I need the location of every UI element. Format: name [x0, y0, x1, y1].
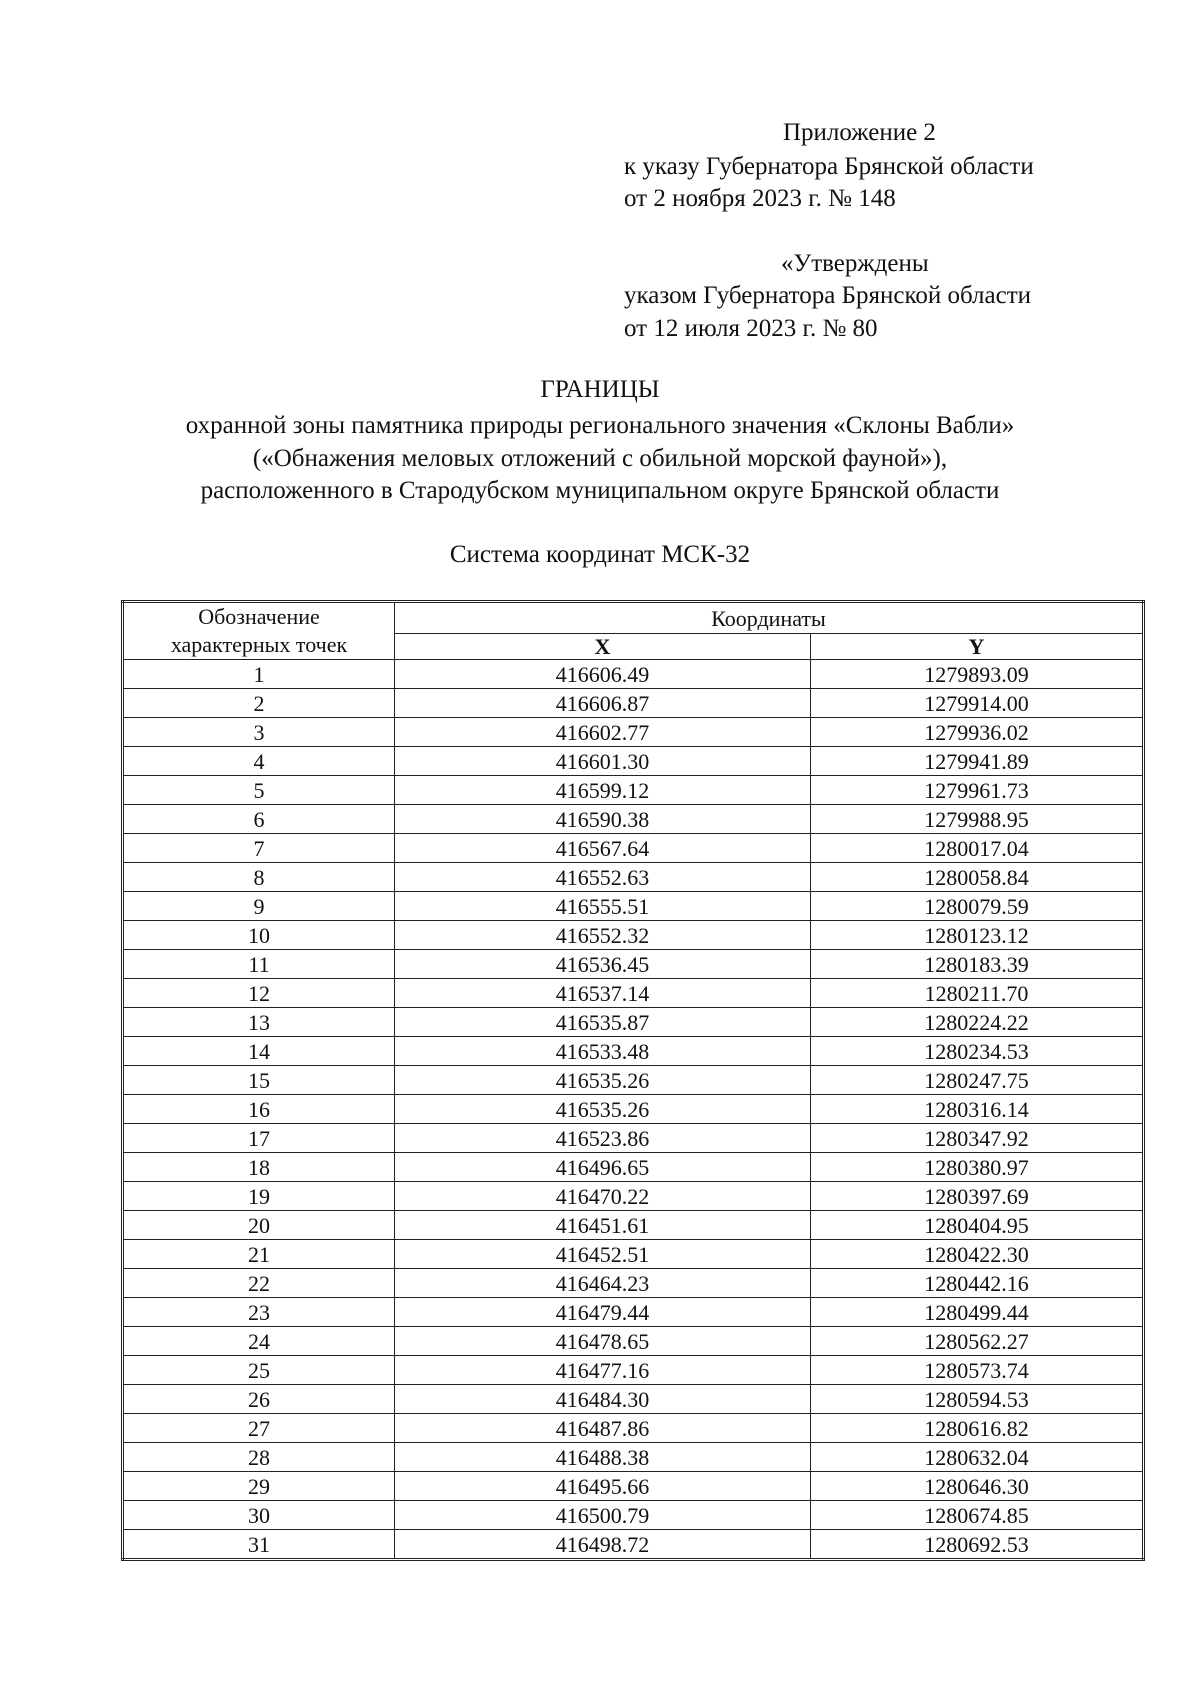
document-title-line2: («Обнажения меловых отложений с обильной морской фауной»),: [252, 445, 948, 472]
point-column-header-line2: характерных точек: [170, 632, 348, 657]
table-row: [123, 805, 1144, 834]
x-coordinate-cell: 416606.87: [395, 689, 811, 718]
x-coordinate-cell: 416495.66: [395, 1472, 811, 1501]
table-row: [123, 660, 1144, 689]
x-coordinate-cell: 416606.49: [395, 660, 811, 689]
y-coordinate-cell: 1280616.82: [811, 1414, 1144, 1443]
point-number-cell: 1: [123, 660, 395, 689]
point-number-cell: 17: [123, 1124, 395, 1153]
document-heading: ГРАНИЦЫ: [540, 376, 660, 403]
x-coordinate-cell: 416537.14: [395, 979, 811, 1008]
x-coordinate-cell: 416536.45: [395, 950, 811, 979]
x-coordinate-cell: 416535.87: [395, 1008, 811, 1037]
y-coordinate-cell: 1280594.53: [811, 1385, 1144, 1414]
point-number-cell: 16: [123, 1095, 395, 1124]
table-row: [123, 1153, 1144, 1182]
point-number-cell: 11: [123, 950, 395, 979]
document-title-line1: охранной зоны памятника природы регионального значения «Склоны Вабли»: [185, 412, 1015, 439]
y-coordinate-cell: 1279936.02: [811, 718, 1144, 747]
x-coordinate-cell: 416599.12: [395, 776, 811, 805]
table-row: [123, 1501, 1144, 1530]
y-coordinate-cell: 1279893.09: [811, 660, 1144, 689]
point-number-cell: 30: [123, 1501, 395, 1530]
table-row: [123, 950, 1144, 979]
table-row: [123, 1414, 1144, 1443]
y-coordinate-cell: 1280674.85: [811, 1501, 1144, 1530]
table-row: [123, 747, 1144, 776]
table-row: [123, 689, 1144, 718]
point-column-header: [123, 602, 395, 660]
appendix-decree-date: от 2 ноября 2023 г. № 148: [624, 185, 896, 212]
point-number-cell: 4: [123, 747, 395, 776]
coordinate-system-label: Система координат МСК-32: [449, 541, 751, 568]
x-coordinate-cell: 416500.79: [395, 1501, 811, 1530]
x-coordinate-cell: 416535.26: [395, 1066, 811, 1095]
y-coordinate-cell: 1280404.95: [811, 1211, 1144, 1240]
table-row: [123, 1472, 1144, 1501]
point-number-cell: 18: [123, 1153, 395, 1182]
table-row: [123, 979, 1144, 1008]
coordinates-table: [121, 600, 1145, 1561]
table-row: [123, 1124, 1144, 1153]
point-number-cell: 15: [123, 1066, 395, 1095]
y-coordinate-cell: 1279914.00: [811, 689, 1144, 718]
y-coordinate-cell: 1280646.30: [811, 1472, 1144, 1501]
table-row: [123, 1066, 1144, 1095]
x-coordinate-cell: 416496.65: [395, 1153, 811, 1182]
x-coordinate-cell: 416535.26: [395, 1095, 811, 1124]
x-coordinate-cell: 416601.30: [395, 747, 811, 776]
y-coordinate-cell: 1280211.70: [811, 979, 1144, 1008]
x-coordinate-cell: 416498.72: [395, 1530, 811, 1560]
y-coordinate-cell: 1280247.75: [811, 1066, 1144, 1095]
point-number-cell: 23: [123, 1298, 395, 1327]
point-number-cell: 28: [123, 1443, 395, 1472]
table-row: [123, 1327, 1144, 1356]
point-number-cell: 10: [123, 921, 395, 950]
approved-label: «Утверждены: [781, 250, 929, 277]
point-number-cell: 21: [123, 1240, 395, 1269]
table-row: [123, 921, 1144, 950]
table-row: [123, 1385, 1144, 1414]
point-number-cell: 31: [123, 1530, 395, 1560]
table-body: [123, 660, 1144, 1560]
table-row: [123, 1356, 1144, 1385]
y-coordinate-cell: 1280079.59: [811, 892, 1144, 921]
x-coordinate-cell: 416590.38: [395, 805, 811, 834]
y-coordinate-cell: 1280573.74: [811, 1356, 1144, 1385]
x-coordinate-cell: 416487.86: [395, 1414, 811, 1443]
point-number-cell: 19: [123, 1182, 395, 1211]
table-row: [123, 1182, 1144, 1211]
approved-decree-ref: указом Губернатора Брянской области: [624, 282, 1032, 309]
point-number-cell: 13: [123, 1008, 395, 1037]
table-row: [123, 834, 1144, 863]
y-coordinate-cell: 1280224.22: [811, 1008, 1144, 1037]
x-coordinate-cell: 416533.48: [395, 1037, 811, 1066]
y-coordinate-cell: 1280183.39: [811, 950, 1144, 979]
x-coordinate-cell: 416470.22: [395, 1182, 811, 1211]
point-number-cell: 9: [123, 892, 395, 921]
y-coordinate-cell: 1280397.69: [811, 1182, 1144, 1211]
y-coordinate-cell: 1280562.27: [811, 1327, 1144, 1356]
appendix-decree-ref: к указу Губернатора Брянской области: [624, 153, 1034, 180]
y-coordinate-cell: 1279961.73: [811, 776, 1144, 805]
y-coordinate-cell: 1279988.95: [811, 805, 1144, 834]
table-row: [123, 863, 1144, 892]
x-coordinate-cell: 416488.38: [395, 1443, 811, 1472]
table-row: [123, 776, 1144, 805]
point-number-cell: 26: [123, 1385, 395, 1414]
table-row: [123, 892, 1144, 921]
point-number-cell: 6: [123, 805, 395, 834]
table-row: [123, 1240, 1144, 1269]
y-coordinate-cell: 1280422.30: [811, 1240, 1144, 1269]
point-number-cell: 5: [123, 776, 395, 805]
table-row: [123, 1443, 1144, 1472]
point-number-cell: 20: [123, 1211, 395, 1240]
y-coordinate-cell: 1280316.14: [811, 1095, 1144, 1124]
table-row: [123, 718, 1144, 747]
x-coordinate-cell: 416477.16: [395, 1356, 811, 1385]
x-coordinate-cell: 416484.30: [395, 1385, 811, 1414]
coordinates-column-header: Координаты: [395, 602, 1144, 634]
table-row: [123, 1530, 1144, 1560]
point-number-cell: 2: [123, 689, 395, 718]
x-column-header: X: [395, 634, 811, 660]
point-number-cell: 12: [123, 979, 395, 1008]
table-row: [123, 1095, 1144, 1124]
point-number-cell: 22: [123, 1269, 395, 1298]
x-coordinate-cell: 416478.65: [395, 1327, 811, 1356]
point-number-cell: 24: [123, 1327, 395, 1356]
appendix-number: Приложение 2: [783, 119, 936, 146]
x-coordinate-cell: 416464.23: [395, 1269, 811, 1298]
y-coordinate-cell: 1280017.04: [811, 834, 1144, 863]
x-coordinate-cell: 416479.44: [395, 1298, 811, 1327]
x-coordinate-cell: 416555.51: [395, 892, 811, 921]
table-row: [123, 1269, 1144, 1298]
point-number-cell: 8: [123, 863, 395, 892]
x-coordinate-cell: 416552.32: [395, 921, 811, 950]
x-coordinate-cell: 416451.61: [395, 1211, 811, 1240]
y-coordinate-cell: 1280234.53: [811, 1037, 1144, 1066]
point-number-cell: 29: [123, 1472, 395, 1501]
y-coordinate-cell: 1280442.16: [811, 1269, 1144, 1298]
point-number-cell: 25: [123, 1356, 395, 1385]
table-row: [123, 1008, 1144, 1037]
point-number-cell: 27: [123, 1414, 395, 1443]
x-coordinate-cell: 416452.51: [395, 1240, 811, 1269]
approved-decree-date: от 12 июля 2023 г. № 80: [624, 315, 878, 342]
x-coordinate-cell: 416552.63: [395, 863, 811, 892]
point-number-cell: 3: [123, 718, 395, 747]
y-coordinate-cell: 1279941.89: [811, 747, 1144, 776]
document-title-line3: расположенного в Стародубском муниципальном округе Брянской области: [200, 477, 1000, 504]
y-column-header: Y: [811, 634, 1144, 660]
point-column-header-line1: Обозначение: [198, 604, 320, 629]
y-coordinate-cell: 1280499.44: [811, 1298, 1144, 1327]
y-coordinate-cell: 1280380.97: [811, 1153, 1144, 1182]
table-row: [123, 1037, 1144, 1066]
y-coordinate-cell: 1280058.84: [811, 863, 1144, 892]
table-row: [123, 1211, 1144, 1240]
x-coordinate-cell: 416523.86: [395, 1124, 811, 1153]
y-coordinate-cell: 1280347.92: [811, 1124, 1144, 1153]
y-coordinate-cell: 1280123.12: [811, 921, 1144, 950]
y-coordinate-cell: 1280692.53: [811, 1530, 1144, 1560]
x-coordinate-cell: 416602.77: [395, 718, 811, 747]
x-coordinate-cell: 416567.64: [395, 834, 811, 863]
table-row: [123, 1298, 1144, 1327]
point-number-cell: 14: [123, 1037, 395, 1066]
point-number-cell: 7: [123, 834, 395, 863]
y-coordinate-cell: 1280632.04: [811, 1443, 1144, 1472]
